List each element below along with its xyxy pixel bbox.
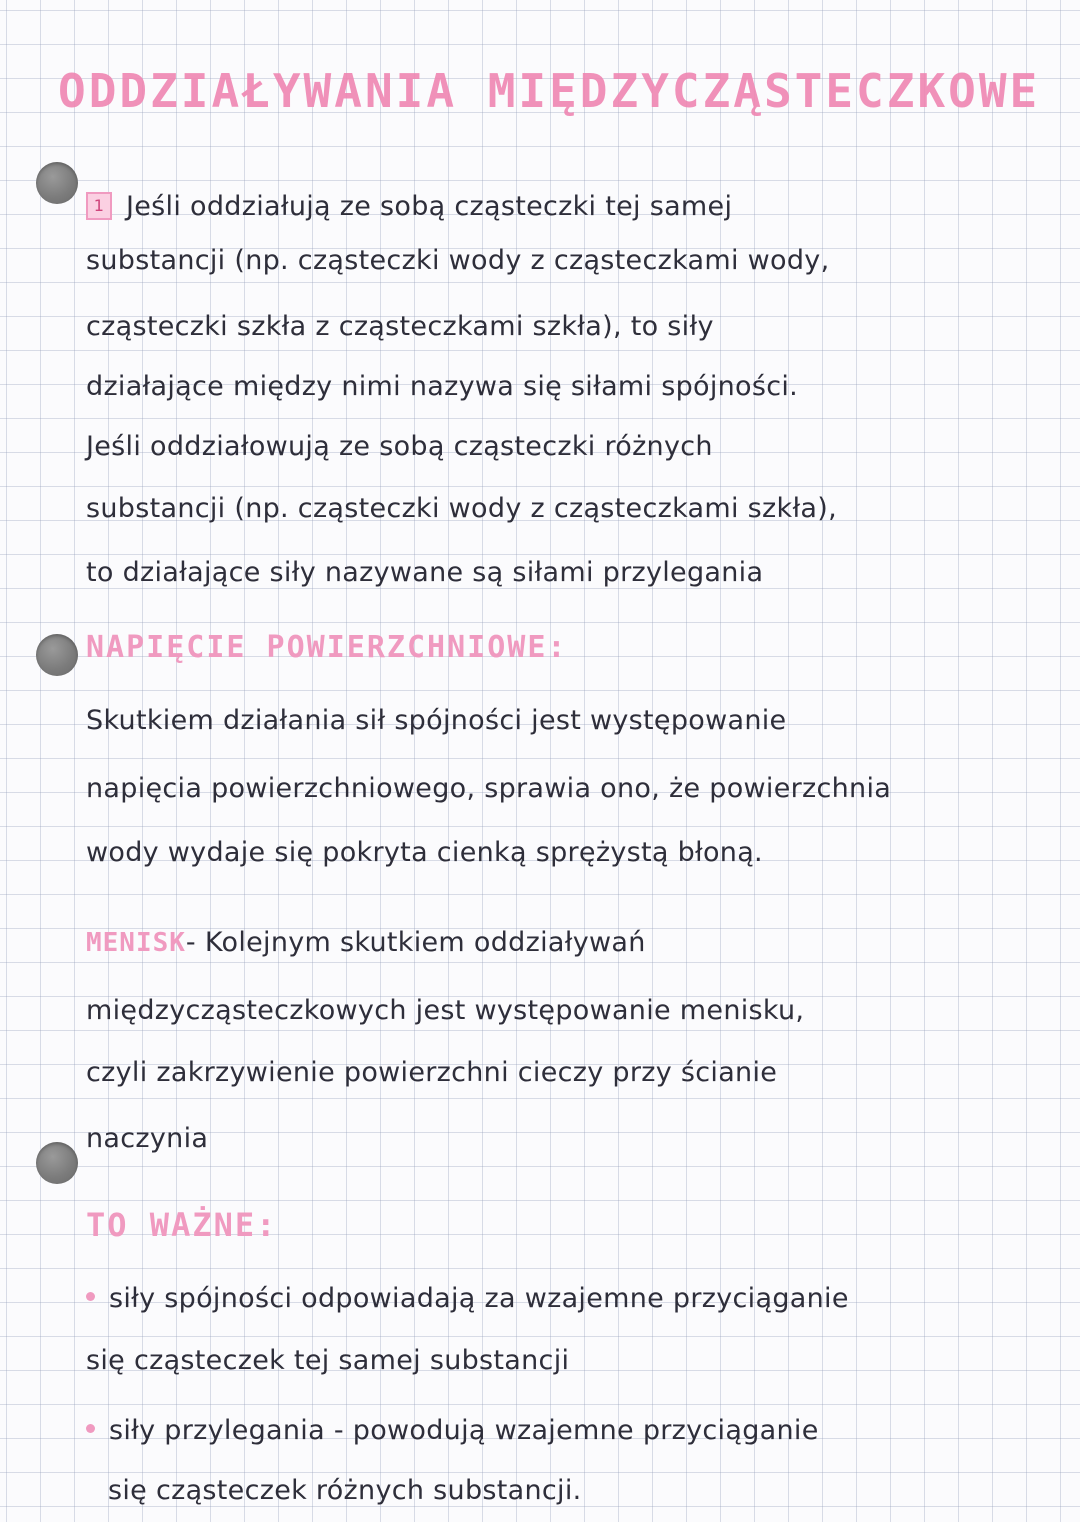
section1-line-7: to działające siły nazywane są siłami przylegania	[86, 557, 764, 588]
section3-line-2: międzycząsteczkowych jest występowanie menisku,	[86, 995, 805, 1026]
section2-line-2: napięcia powierzchniowego, sprawia ono, że powierzchnia	[86, 773, 892, 804]
meniscus-heading: MENISK	[86, 928, 186, 958]
section1-line-4: działające między nimi nazywa się siłami spójności.	[86, 371, 799, 402]
section1-line-3: cząsteczki szkła z cząsteczkami szkła), to siły	[86, 311, 714, 342]
section1-line-6: substancji (np. cząsteczki wody z cząsteczkami szkła),	[86, 493, 837, 524]
section3-line-3: czyli zakrzywienie powierzchni cieczy przy ścianie	[86, 1057, 778, 1088]
bullet-item: siły spójności odpowiadają za wzajemne przyciąganie	[86, 1282, 849, 1316]
page-title: ODDZIAŁYWANIA MIĘDZYCZĄSTECZKOWE	[58, 64, 1041, 118]
section2-line-1: Skutkiem działania sił spójności jest występowanie	[86, 705, 787, 736]
surface-tension-heading: NAPIĘCIE POWIERZCHNIOWE:	[86, 630, 568, 665]
binder-hole-top	[36, 162, 78, 204]
binder-hole-lower	[36, 1142, 78, 1184]
bullet-item-continuation: się cząsteczek tej samej substancji	[86, 1345, 570, 1376]
section-number-badge: 1	[86, 192, 112, 220]
section1-line-2: substancji (np. cząsteczki wody z cząsteczkami wody,	[86, 245, 830, 276]
section3-line-4: naczynia	[86, 1123, 209, 1154]
section3-line-1: MENISK- Kolejnym skutkiem oddziaływań	[86, 927, 646, 958]
bullet-dot-icon	[86, 1292, 95, 1301]
bullet-item: siły przylegania - powodują wzajemne przyciąganie	[86, 1414, 819, 1448]
section1-line-1: 1 Jeśli oddziałują ze sobą cząsteczki tej samej	[86, 190, 732, 224]
section2-line-3: wody wydaje się pokryta cienką sprężystą błoną.	[86, 837, 763, 868]
binder-hole-middle	[36, 634, 78, 676]
bullet-item-continuation: się cząsteczek różnych substancji.	[108, 1475, 582, 1506]
bullet-dot-icon	[86, 1424, 95, 1433]
section1-line-5: Jeśli oddziałowują ze sobą cząsteczki różnych	[86, 431, 713, 462]
important-heading: TO WAŻNE:	[86, 1206, 278, 1244]
